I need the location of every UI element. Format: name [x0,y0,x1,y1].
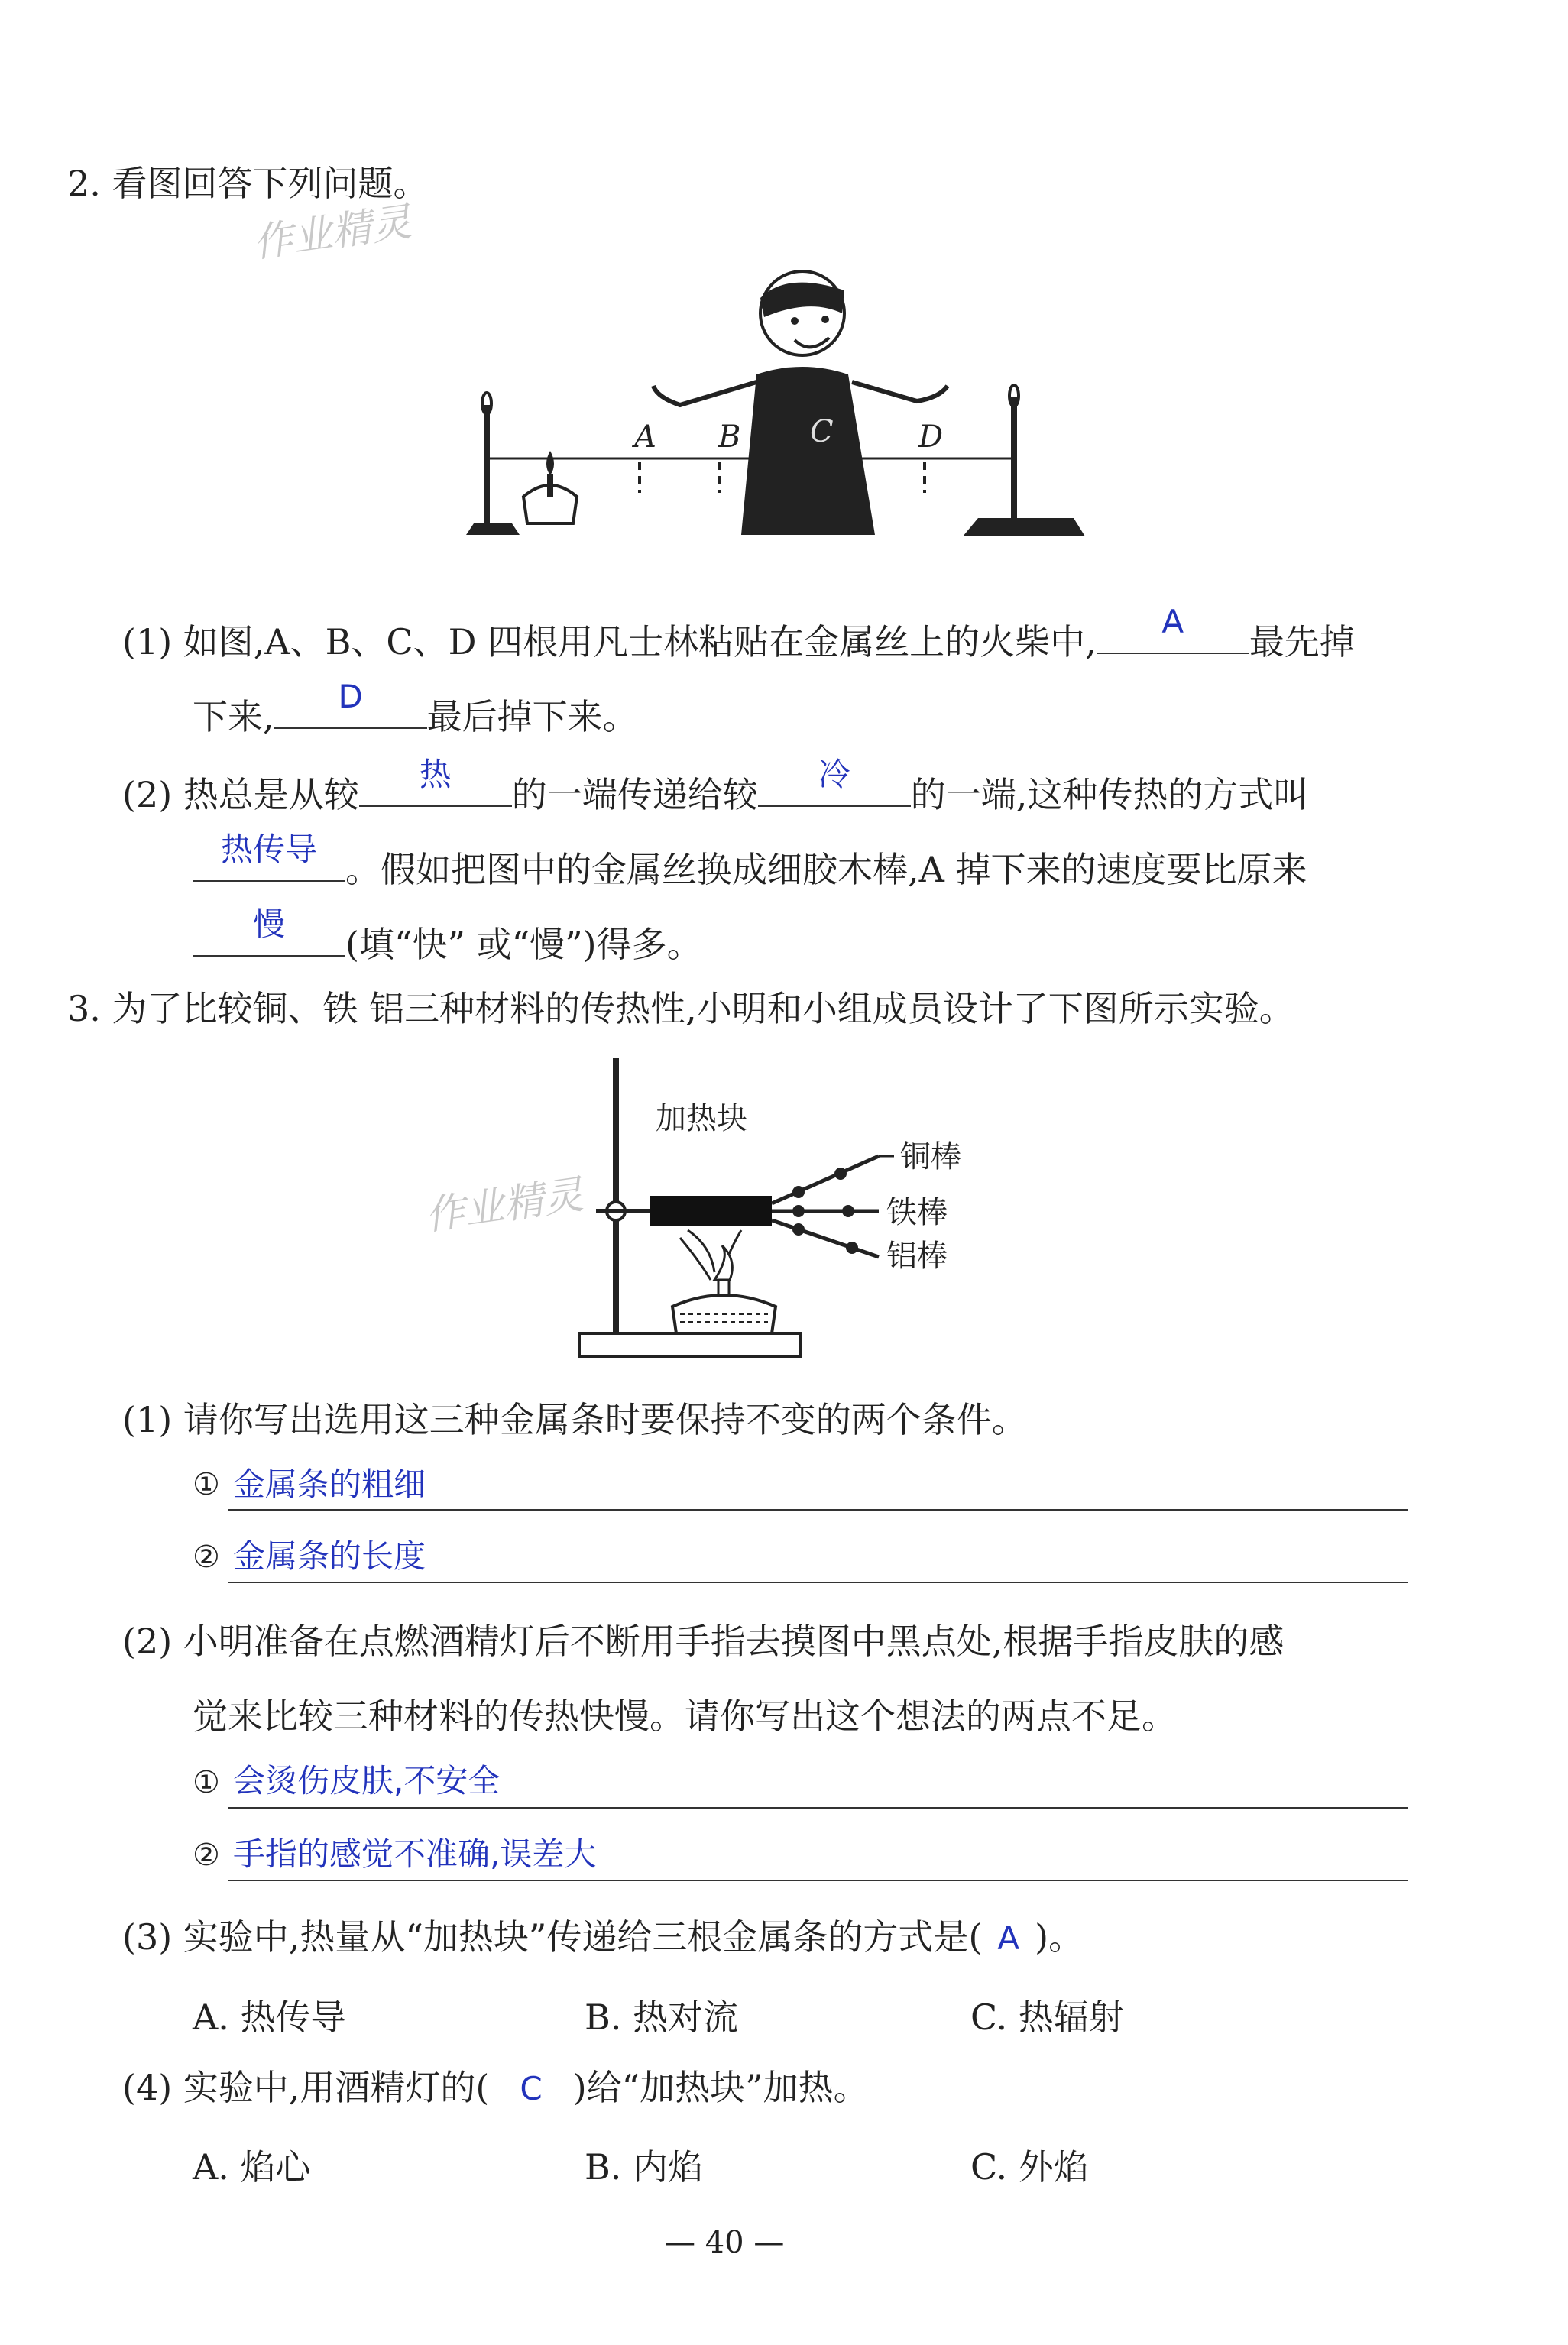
q2-heading: 2. 看图回答下列问题。 [67,163,429,204]
q3-p2-answer-2: 手指的感觉不准确,误差大 [233,1835,597,1873]
q3-p1-answer-line-1 [228,1509,1408,1511]
q3-p4-option-b: B. 内焰 [585,2146,704,2188]
q3-p1-answer-line-2 [228,1582,1408,1583]
q2-figure [451,267,1085,550]
figure-label-d: D [918,419,944,455]
rod-label-copper: 铜棒 [900,1139,961,1174]
q3-p3-question: (3) 实验中,热量从“加热块”传递给三根金属条的方式是( A )。 [122,1916,1084,1958]
q3-p2-answer-line-2 [228,1880,1408,1881]
figure-label-b: B [718,419,741,455]
q3-p4-question: (4) 实验中,用酒精灯的( C )给“加热块”加热。 [122,2067,869,2108]
q2-p2-blank2: 冷 [758,764,911,807]
q2-p2-blank3: 热传导 [193,839,345,882]
q3-p2-answer-line-1 [228,1807,1408,1809]
figure-label-c: C [810,414,834,449]
q3-p2-line2: 觉来比较三种材料的传热快慢。请你写出这个想法的两点不足。 [193,1696,1177,1737]
q2-p2-blank1: 热 [359,764,512,807]
watermark: 作业精灵 [250,199,414,267]
q3-p4-option-a: A. 焰心 [193,2146,311,2188]
watermark: 作业精灵 [422,1171,586,1240]
page-number: — 40 — [665,2225,785,2260]
q3-p3-option-b: B. 热对流 [585,1997,739,2038]
q3-p1-question: (1) 请你写出选用这三种金属条时要保持不变的两个条件。 [122,1399,1027,1440]
q3-p3-option-c: C. 热辐射 [970,1997,1124,2038]
rod-label-iron: 铁棒 [886,1195,948,1230]
q3-p2-answer-1: 会烫伤皮肤,不安全 [233,1762,501,1799]
q3-p4-option-c: C. 外焰 [970,2146,1089,2188]
q2-p1-blank2: D [274,686,427,729]
q2-p2-line3: 慢 (填“快” 或“慢”)得多。 [193,914,702,967]
q3-p2-mark-1: ① [193,1765,220,1800]
figure-label-a: A [634,419,656,455]
q3-p1-mark-2: ② [193,1540,220,1575]
q2-p2-blank4: 慢 [193,914,345,957]
q3-figure [565,1051,993,1372]
q2-p1-line2: 下来, D 最后掉下来。 [193,678,638,737]
q3-p2-line1: (2) 小明准备在点燃酒精灯后不断用手指去摸图中黑点处,根据手指皮肤的感 [122,1621,1285,1662]
rod-label-aluminum: 铝棒 [886,1239,948,1274]
q3-p1-mark-1: ① [193,1467,220,1502]
q3-p3-answer: A [997,1919,1020,1957]
q3-p1-answer-2: 金属条的长度 [233,1537,426,1575]
q3-p4-answer: C [520,2070,543,2107]
block-label: 加热块 [656,1101,747,1136]
q3-p1-answer-1: 金属条的粗细 [233,1466,426,1503]
q3-p2-mark-2: ② [193,1838,220,1873]
q3-heading: 3. 为了比较铜、铁 铝三种材料的传热性,小明和小组成员设计了下图所示实验。 [67,988,1294,1029]
q2-p1-line1: (1) 如图,A、B、C、D 四根用凡士林粘贴在金属丝上的火柴中, A 最先掉 [122,603,1355,662]
q2-p2-line1: (2) 热总是从较 热 的一端传递给较 冷 的一端,这种传热的方式叫 [122,756,1309,815]
q2-p1-blank1: A [1097,611,1249,654]
q2-p2-line2: 热传导 。假如把图中的金属丝换成细胶木棒,A 掉下来的速度要比原来 [193,839,1307,892]
q3-p3-option-a: A. 热传导 [193,1997,346,2038]
